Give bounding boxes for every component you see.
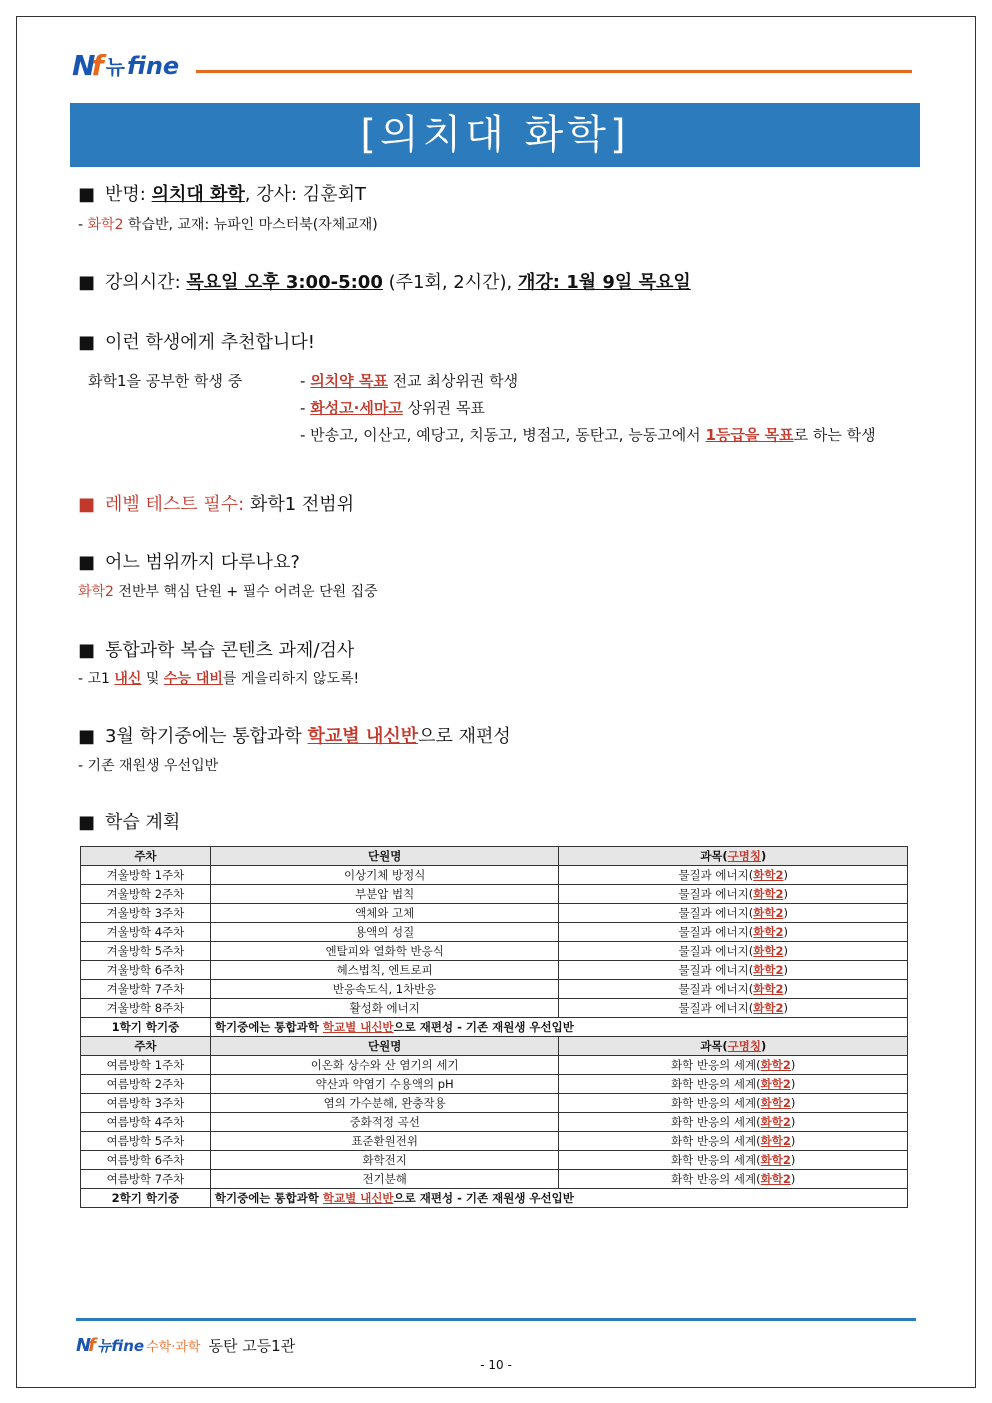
table-row (81, 885, 908, 904)
col-unit-header: 단원명 (210, 847, 559, 866)
page-title: [의치대 화학] (70, 103, 920, 167)
recommend-item: - 반송고, 이산고, 예당고, 치동고, 병점고, 동탄고, 능동고에서 1등급을 목표로 하는 학생 (300, 426, 876, 444)
bullet-square-icon: ■ (78, 640, 96, 661)
col-subject-header: 과목(구명칭) (559, 847, 908, 866)
recommend-item: - 화성고·세마고 상위권 목표 (300, 399, 485, 417)
week-cell: 2학기 학기중 (81, 1189, 211, 1208)
col-subject-header: 과목(구명칭) (559, 1037, 908, 1056)
bullet-square-icon: ■ (78, 272, 96, 293)
table-header-row (81, 847, 908, 866)
page-number: - 10 - (480, 1358, 512, 1372)
subject-cell: 물질과 에너지(화학2) (559, 866, 908, 885)
week-cell: 겨울방학 1주차 (81, 866, 211, 885)
table-row (81, 1056, 908, 1075)
table-row (81, 1094, 908, 1113)
unit-cell: 이온화 상수와 산 염기의 세기 (210, 1056, 559, 1075)
bullet-square-icon: ■ (78, 494, 96, 515)
week-cell: 겨울방학 4주차 (81, 923, 211, 942)
subject-cell: 물질과 에너지(화학2) (559, 942, 908, 961)
unit-cell: 부분압 법칙 (210, 885, 559, 904)
scope-heading: ■ 어느 범위까지 다루나요? (78, 552, 300, 573)
level-test-heading: ■ 레벨 테스트 필수: 화학1 전범위 (78, 494, 355, 515)
class-time: 목요일 오후 3:00-5:00 (186, 272, 383, 293)
col-week-header: 주차 (81, 1037, 211, 1056)
subject-cell: 화학 반응의 세계(화학2) (559, 1113, 908, 1132)
table-row (81, 923, 908, 942)
table-row (81, 980, 908, 999)
unit-cell: 약산과 약염기 수용액의 pH (210, 1075, 559, 1094)
bullet-square-icon: ■ (78, 726, 96, 747)
subject-cell: 화학 반응의 세계(화학2) (559, 1094, 908, 1113)
subject-cell: 물질과 에너지(화학2) (559, 923, 908, 942)
week-cell: 여름방학 4주차 (81, 1113, 211, 1132)
col-week-header: 주차 (81, 847, 211, 866)
table-row (81, 866, 908, 885)
subject-cell: 화학 반응의 세계(화학2) (559, 1170, 908, 1189)
subject-cell: 물질과 에너지(화학2) (559, 961, 908, 980)
open-date: 개강: 1월 9일 목요일 (517, 272, 691, 293)
plan-heading: ■ 학습 계획 (78, 812, 181, 833)
subject-cell: 물질과 에너지(화학2) (559, 999, 908, 1018)
table-row (81, 1113, 908, 1132)
week-cell: 여름방학 2주차 (81, 1075, 211, 1094)
table-row (81, 999, 908, 1018)
bullet-square-icon: ■ (78, 184, 96, 205)
scope-sub: 화학2 전반부 핵심 단원 + 필수 어려운 단원 집중 (78, 584, 378, 600)
subject-cell: 화학 반응의 세계(화학2) (559, 1132, 908, 1151)
unit-cell: 이상기체 방정식 (210, 866, 559, 885)
week-cell: 여름방학 3주차 (81, 1094, 211, 1113)
week-cell: 겨울방학 2주차 (81, 885, 211, 904)
table-row (81, 942, 908, 961)
reorg-sub: - 기존 재원생 우선입반 (78, 758, 219, 774)
unit-cell: 헤스법칙, 엔트로피 (210, 961, 559, 980)
week-cell: 여름방학 5주차 (81, 1132, 211, 1151)
table-row (81, 961, 908, 980)
table-row (81, 1132, 908, 1151)
unit-cell: 화학전지 (210, 1151, 559, 1170)
unit-cell: 전기분해 (210, 1170, 559, 1189)
term-note-cell: 학기중에는 통합과학 학교별 내신반으로 재편성 - 기존 재원생 우선입반 (210, 1189, 907, 1208)
unit-cell: 엔탈피와 열화학 반응식 (210, 942, 559, 961)
unit-cell: 염의 가수분해, 완충작용 (210, 1094, 559, 1113)
class-info-sub: - 화학2 학습반, 교재: 뉴파인 마스터북(자체교재) (78, 217, 378, 233)
table-row (81, 1170, 908, 1189)
bullet-square-icon: ■ (78, 812, 96, 833)
week-cell: 겨울방학 6주차 (81, 961, 211, 980)
subject-cell: 물질과 에너지(화학2) (559, 885, 908, 904)
subject-cell: 화학 반응의 세계(화학2) (559, 1075, 908, 1094)
logo-mark: Nf (72, 48, 100, 82)
term-row (81, 1018, 908, 1037)
term-row (81, 1189, 908, 1208)
table-row (81, 1151, 908, 1170)
week-cell: 여름방학 1주차 (81, 1056, 211, 1075)
logo-text: 뉴fine (105, 51, 180, 80)
table-row (81, 1075, 908, 1094)
week-cell: 겨울방학 8주차 (81, 999, 211, 1018)
review-heading: ■ 통합과학 복습 콘텐츠 과제/검사 (78, 640, 355, 661)
subject-cell: 물질과 에너지(화학2) (559, 980, 908, 999)
week-cell: 겨울방학 7주차 (81, 980, 211, 999)
unit-cell: 중화적정 곡선 (210, 1113, 559, 1132)
subject-cell: 화학 반응의 세계(화학2) (559, 1056, 908, 1075)
review-sub: - 고1 내신 및 수능 대비를 게을리하지 않도록! (78, 671, 360, 687)
bullet-square-icon: ■ (78, 552, 96, 573)
brand-logo (72, 48, 179, 82)
study-plan-table (80, 846, 908, 1208)
subject-cell: 물질과 에너지(화학2) (559, 904, 908, 923)
unit-cell: 활성화 에너지 (210, 999, 559, 1018)
recommend-item: - 의치약 목표 전교 최상위권 학생 (300, 372, 519, 390)
unit-cell: 용액의 성질 (210, 923, 559, 942)
table-header-row (81, 1037, 908, 1056)
unit-cell: 표준환원전위 (210, 1132, 559, 1151)
term-note-cell: 학기중에는 통합과학 학교별 내신반으로 재편성 - 기존 재원생 우선입반 (210, 1018, 907, 1037)
week-cell: 겨울방학 3주차 (81, 904, 211, 923)
col-unit-header: 단원명 (210, 1037, 559, 1056)
class-info-heading: ■ 반명: 의치대 화학, 강사: 김훈회T (78, 184, 366, 205)
header-divider (196, 70, 912, 73)
footer-logo-mark: Nf (76, 1335, 93, 1356)
reorg-heading: ■ 3월 학기중에는 통합과학 학교별 내신반으로 재편성 (78, 726, 511, 747)
week-cell: 1학기 학기중 (81, 1018, 211, 1037)
subject-cell: 화학 반응의 세계(화학2) (559, 1151, 908, 1170)
bullet-square-icon: ■ (78, 332, 96, 353)
recommend-target: 화학1을 공부한 학생 중 (88, 372, 243, 390)
week-cell: 여름방학 7주차 (81, 1170, 211, 1189)
week-cell: 겨울방학 5주차 (81, 942, 211, 961)
class-name: 의치대 화학 (151, 184, 245, 205)
week-cell: 여름방학 6주차 (81, 1151, 211, 1170)
schedule-heading: ■ 강의시간: 목요일 오후 3:00-5:00 (주1회, 2시간), 개강: 1월 9일 목요일 (78, 272, 691, 293)
unit-cell: 액체와 고체 (210, 904, 559, 923)
footer-divider (76, 1318, 916, 1321)
recommend-heading: ■ 이런 학생에게 추천합니다! (78, 332, 315, 353)
table-row (81, 904, 908, 923)
unit-cell: 반응속도식, 1차반응 (210, 980, 559, 999)
footer-brand: Nf 뉴fine 수학·과학 동탄 고등1관 (76, 1335, 296, 1356)
